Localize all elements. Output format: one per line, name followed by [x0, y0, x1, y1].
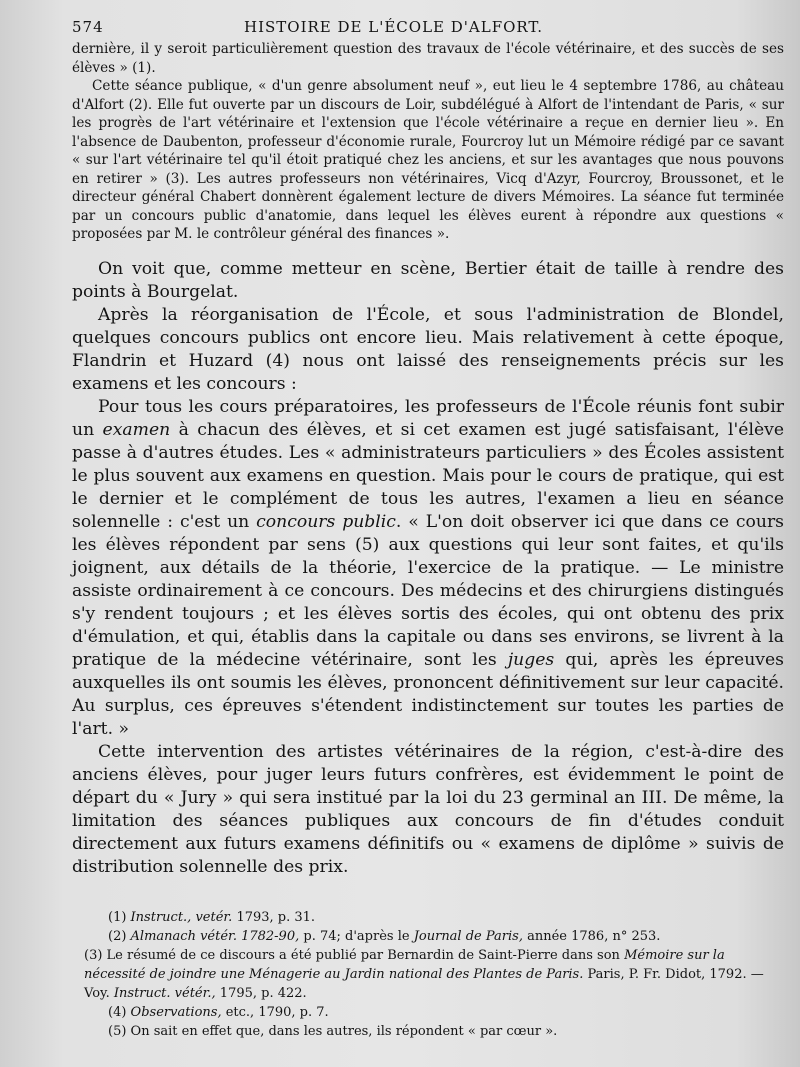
text-run: qui, après les épreuves auxquelles ils ont soumis les élèves, prononcent définitivement sur leur capacité. Au surplus, ces épreuves s'étendent indistinctement sur toutes les parties de l'art. »: [72, 649, 784, 739]
running-title: HISTOIRE DE L'ÉCOLE D'ALFORT.: [244, 18, 543, 36]
footnote-text: Paris, P. Fr. Didot, 1792. — Voy.: [84, 967, 764, 1001]
footnotes: [84, 908, 778, 1041]
text-run: à chacun des élèves, et si cet examen est jugé satisfaisant, l'élève passe à d'autres études. Les « administrateurs particuliers » des Écoles assistent le plus souvent aux examens en question. Mais pour le cours de pratique, qui est le dernier et le complément de tous les autres, l'examen a lieu en séance solennelle : c'est un: [72, 419, 784, 532]
quote-paragraph: dernière, il y seroit particulièrement question des travaux de l'école vétérinaire, et des succès de ses élèves » (1).: [72, 41, 784, 76]
page-number: 574: [72, 18, 104, 36]
footnote-citation: Almanach vétér. 1782-90,: [130, 929, 300, 944]
footnote: [84, 927, 778, 946]
footnote-number: (4): [108, 1005, 131, 1020]
italic-term: juges: [507, 649, 555, 670]
footnote-citation: Observations,: [130, 1005, 222, 1020]
body-paragraph: Après la réorganisation de l'École, et sous l'administration de Blondel, quelques concours publics ont encore lieu. Mais relativement à cette époque, Flandrin et Huzard (4) nous ont laissé des renseignements précis sur les examens et les concours :: [72, 304, 784, 394]
italic-term: examen: [102, 419, 171, 440]
footnote-citation: Journal de Paris,: [413, 929, 523, 944]
text-run: . « L'on doit observer ici que dans ce cours les élèves répondent par sens (5) aux questions qui leur sont faites, et qu'ils joignent, aux détails de la théorie, l'exercice de la pratique. — Le ministre assiste ordinairement à ce concours. Des médecins et des chirurgiens distingués s'y rendent toujours ; et les élèves sortis des écoles, qui ont obtenu des prix d'émulation, et qui, établis dans la capitale ou dans ses environs, se livrent à la pratique de la médecine vétérinaire, sont les: [72, 511, 785, 670]
footnote-citation: Mémoire sur la nécessité de joindre une Ménagerie au Jardin national des Plantes de Paris.: [84, 948, 725, 982]
main-text: [72, 258, 784, 879]
footnote-number: (1): [108, 910, 131, 925]
footnote-citation: Instruct., vetér.: [130, 910, 233, 925]
italic-term: concours public: [256, 511, 396, 532]
footnote: [84, 908, 778, 927]
footnote: (5) On sait en effet que, dans les autres, ils répondent « par cœur ».: [108, 1024, 558, 1039]
footnote-number: (2): [108, 929, 131, 944]
quote-paragraph: Cette séance publique, « d'un genre absolument neuf », eut lieu le 4 septembre 1786, au château d'Alfort (2). Elle fut ouverte par un discours de Loir, subdélégué à Alfort de l'intendant de Paris, « sur les progrès de l'art vétérinaire et l'extension que l'école vétérinaire a reçue en dernier lieu ». En l'absence de Daubenton, professeur d'économie rurale, Fourcroy lut un Mémoire rédigé par ce savant « sur l'art vétérinaire tel qu'il étoit pratiqué chez les anciens, et sur les avantages que nous pouvons en retirer » (3). Les autres professeurs non vétérinaires, Vicq d'Azyr, Fourcroy, Broussonet, et le directeur général Chabert donnèrent également lecture de divers Mémoires. La séance fut terminée par un concours public d'anatomie, dans lequel les élèves eurent à répondre aux questions « proposées par M. le contrôleur général des finances ».: [72, 78, 784, 242]
text-run: Pour tous les cours préparatoires, les professeurs de l'École réunis font subir un: [72, 396, 784, 440]
footnote: [84, 1003, 778, 1022]
footnote-text: année 1786, n° 253.: [522, 929, 661, 944]
footnote-citation: Instruct. vétér.,: [113, 986, 216, 1001]
body-paragraph: Cette intervention des artistes vétérinaires de la région, c'est-à-dire des anciens élèves, pour juger leurs futurs confrères, est évidemment le point de départ du « Jury » qui sera institué par la loi du 23 germinal an III. De même, la limitation des séances publiques aux concours de fin d'études conduit directement aux futurs examens définitifs ou « examens de diplôme » suivis de distribution solennelle des prix.: [72, 741, 784, 877]
body-paragraph: On voit que, comme metteur en scène, Bertier était de taille à rendre des points à Bourgelat.: [72, 258, 784, 302]
footnote-text: p. 74; d'après le: [299, 929, 414, 944]
footnote: [84, 946, 778, 1003]
footnote-text: 1795, p. 422.: [215, 986, 307, 1001]
body-paragraph: [72, 396, 784, 741]
footnote-text: 1793, p. 31.: [232, 910, 316, 925]
quoted-passage: [72, 40, 784, 244]
footnote-text: etc., 1790, p. 7.: [221, 1005, 329, 1020]
footnote-text: (3) Le résumé de ce discours a été publié par Bernardin de Saint-Pierre dans son: [84, 948, 625, 963]
page-header: [72, 18, 784, 36]
